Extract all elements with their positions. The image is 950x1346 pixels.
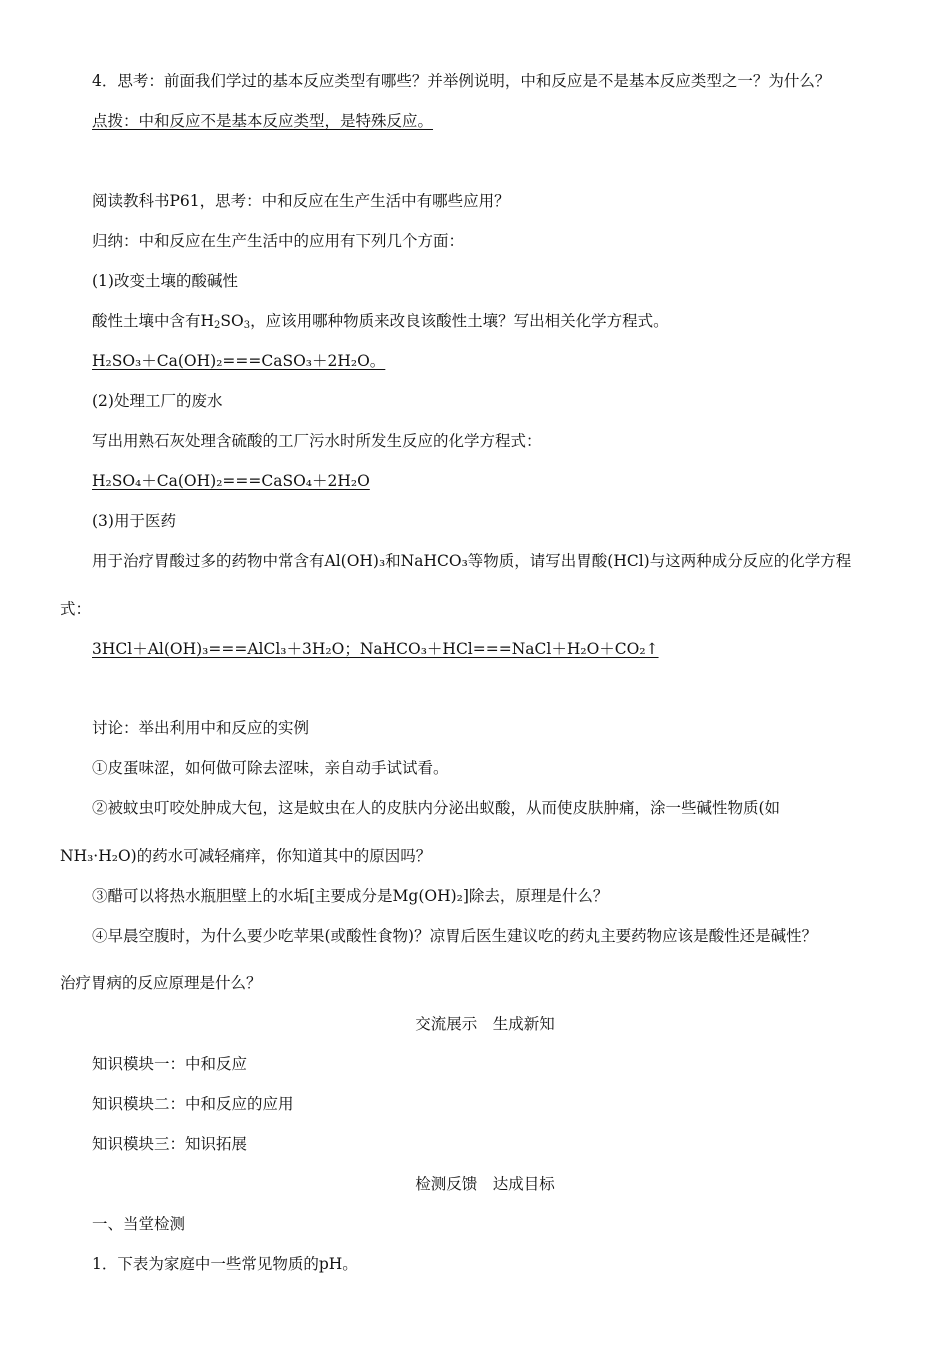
hint-4: 点拨：中和反应不是基本反应类型，是特殊反应。	[92, 112, 434, 130]
application-2-question: 写出用熟石灰处理含硫酸的工厂污水时所发生反应的化学方程式：	[92, 432, 542, 450]
summary-line: 归纳：中和反应在生产生活中的应用有下列几个方面：	[92, 232, 465, 250]
application-3-question-line2: 式：	[60, 600, 92, 618]
knowledge-module-2: 知识模块二：中和反应的应用	[92, 1095, 294, 1113]
discussion-item-2-line2: NH₃·H₂O)的药水可减轻痛痒，你知道其中的原因吗？	[60, 847, 432, 865]
exchange-section-title: 交流展示 生成新知	[415, 1015, 555, 1033]
knowledge-module-1: 知识模块一：中和反应	[92, 1055, 248, 1073]
discussion-item-4-line1: ④早晨空腹时，为什么要少吃苹果(或酸性食物)？凉胃后医生建议吃的药丸主要药物应该是酸性还是碱性？	[92, 927, 818, 945]
application-1-question: 酸性土壤中含有$H_2SO_3$，应该用哪种物质来改良该酸性土壤？写出相关化学方程式。	[92, 312, 669, 331]
discussion-item-1: ①皮蛋味涩，如何做可除去涩味，亲自动手试试看。	[92, 759, 449, 777]
discussion-item-3: ③醋可以将热水瓶胆壁上的水垢[主要成分是Mg(OH)₂]除去，原理是什么？	[92, 887, 609, 905]
question-4: 4．思考：前面我们学过的基本反应类型有哪些？并举例说明，中和反应是不是基本反应类型之一？为什么？	[92, 72, 831, 90]
application-2-answer: H₂SO₄＋Ca(OH)₂===CaSO₄＋2H₂O	[92, 472, 370, 490]
discussion-heading: 讨论：举出利用中和反应的实例	[92, 719, 310, 737]
application-3-question-line1: 用于治疗胃酸过多的药物中常含有Al(OH)₃和NaHCO₃等物质，请写出胃酸(HCl)与这两种成分反应的化学方程	[92, 552, 852, 570]
application-3-heading: (3)用于医药	[92, 512, 176, 530]
application-3-answer: 3HCl＋Al(OH)₃===AlCl₃＋3H₂O；NaHCO₃＋HCl===NaCl＋H₂O＋CO₂↑	[92, 640, 659, 658]
reading-prompt: 阅读教科书P61，思考：中和反应在生产生活中有哪些应用？	[92, 192, 510, 210]
knowledge-module-3: 知识模块三：知识拓展	[92, 1135, 248, 1153]
test-question-1: 1．下表为家庭中一些常见物质的pH。	[92, 1255, 358, 1273]
discussion-item-4-line2: 治疗胃病的反应原理是什么？	[60, 974, 262, 992]
application-1-answer: H₂SO₃＋Ca(OH)₂===CaSO₃＋2H₂O。	[92, 352, 386, 370]
feedback-section-title: 检测反馈 达成目标	[415, 1175, 555, 1193]
in-class-test-heading: 一、当堂检测	[92, 1215, 186, 1233]
discussion-item-2-line1: ②被蚊虫叮咬处肿成大包，这是蚊虫在人的皮肤内分泌出蚁酸，从而使皮肤肿痛，涂一些碱性物质(如	[92, 799, 781, 817]
application-2-heading: (2)处理工厂的废水	[92, 392, 223, 410]
application-1-heading: (1)改变土壤的酸碱性	[92, 272, 238, 290]
